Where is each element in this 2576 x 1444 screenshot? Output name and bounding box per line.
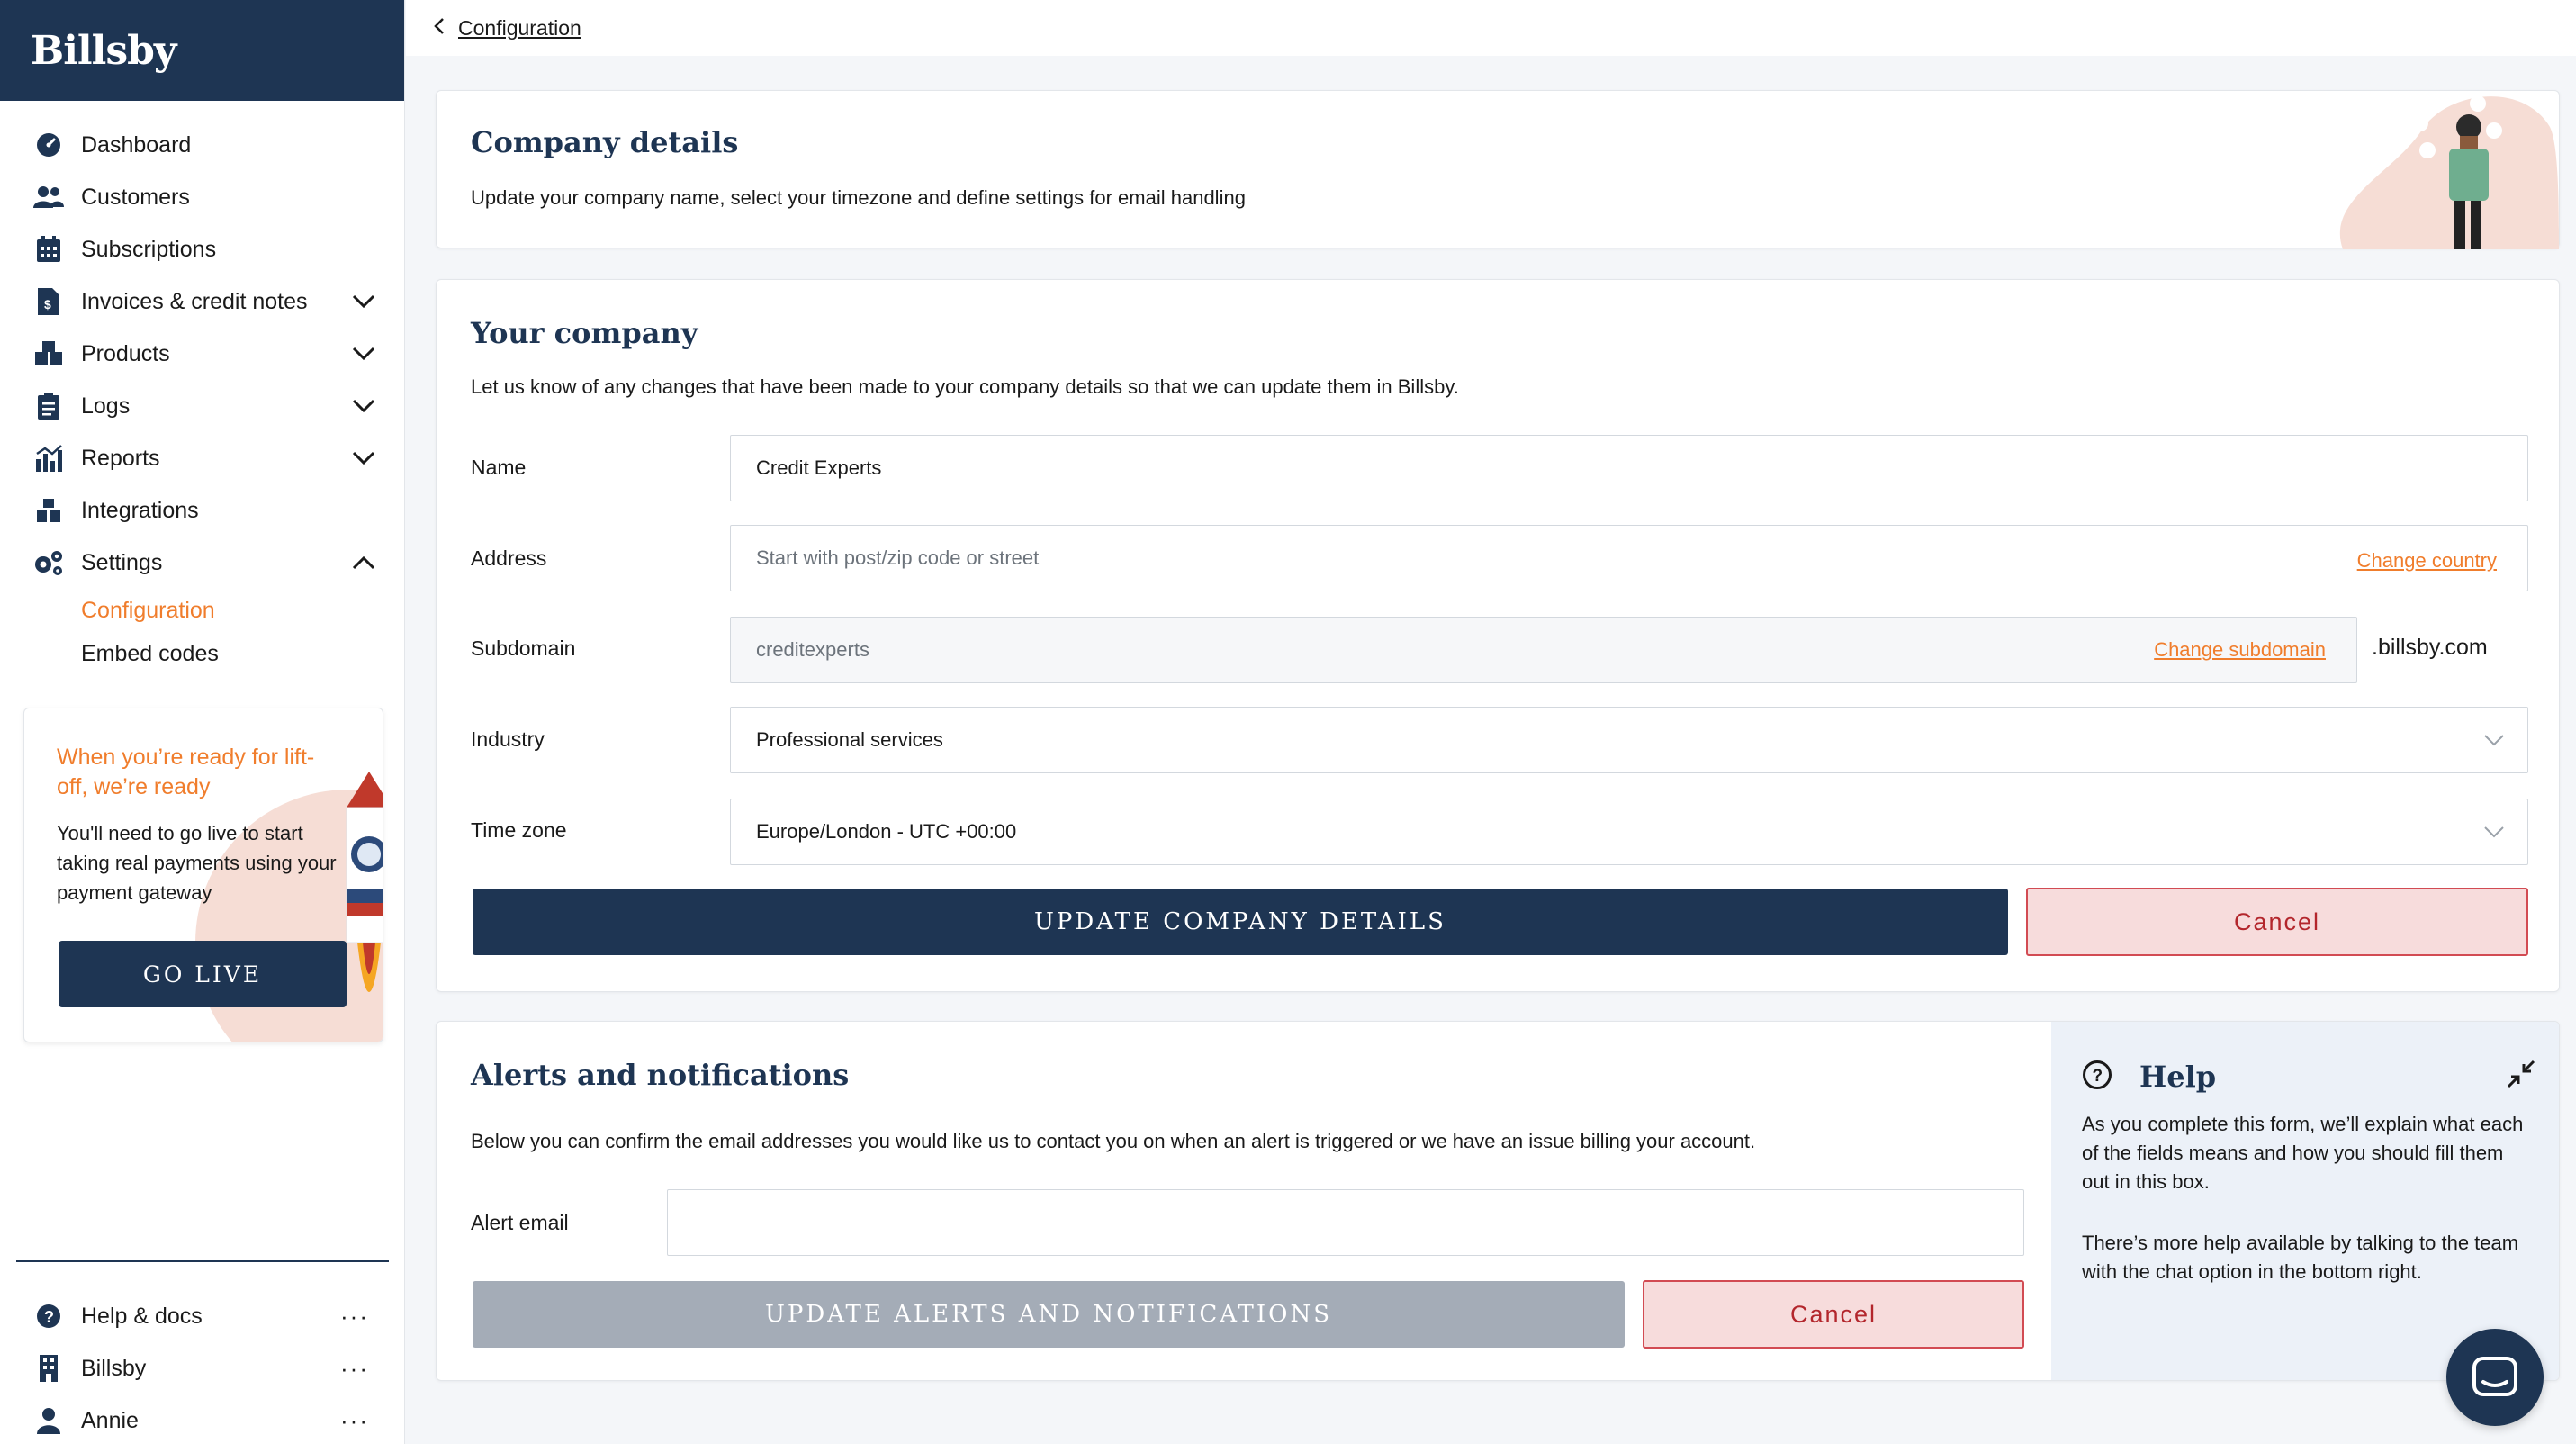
cancel-company-button[interactable]: Cancel xyxy=(2026,888,2528,956)
svg-text:$: $ xyxy=(44,297,51,311)
section-title: Your company xyxy=(471,316,698,350)
sidebar-item-label: Logs xyxy=(81,393,131,419)
cancel-alerts-button[interactable]: Cancel xyxy=(1643,1280,2024,1349)
calendar-icon xyxy=(32,233,65,266)
chat-launcher-button[interactable] xyxy=(2446,1329,2544,1426)
address-placeholder: Start with post/zip code or street xyxy=(756,546,1040,569)
alert-email-input[interactable] xyxy=(667,1189,2024,1256)
go-live-button[interactable]: GO LIVE xyxy=(59,941,347,1007)
topbar xyxy=(406,0,2576,56)
sidebar-item-label: Dashboard xyxy=(81,131,192,158)
sidebar-item-products[interactable] xyxy=(0,328,404,380)
section-subtitle: Let us know of any changes that have been made to your company details so that we can update them in Billsby. xyxy=(471,375,1459,398)
chevron-down-icon xyxy=(2481,727,2508,754)
sidebar-footer-user[interactable] xyxy=(0,1395,405,1444)
sidebar-item-label: Integrations xyxy=(81,497,199,523)
chevron-down-icon[interactable] xyxy=(350,288,377,315)
help-title: Help xyxy=(2139,1060,2217,1094)
breadcrumb-link[interactable]: Configuration xyxy=(458,15,581,40)
person-illustration xyxy=(2289,91,2559,249)
boxes-icon xyxy=(32,338,65,370)
sidebar-item-integrations[interactable] xyxy=(0,484,404,537)
timezone-label: Time zone xyxy=(471,818,567,842)
golive-card xyxy=(23,708,383,1042)
sidebar-item-subscriptions[interactable] xyxy=(0,223,404,275)
invoice-icon xyxy=(32,285,65,318)
dashboard-icon xyxy=(32,129,65,161)
chevron-down-icon[interactable] xyxy=(350,445,377,472)
svg-text:?: ? xyxy=(2092,1067,2103,1086)
sidebar-item-label: Customers xyxy=(81,184,190,210)
name-label: Name xyxy=(471,456,527,479)
change-subdomain-link[interactable]: Change subdomain xyxy=(2154,638,2326,661)
more-options-icon[interactable]: ··· xyxy=(340,1354,369,1382)
users-icon xyxy=(32,181,65,213)
sidebar-item-label: Invoices & credit notes xyxy=(81,288,308,314)
name-value: Credit Experts xyxy=(756,456,882,479)
section-title: Alerts and notifications xyxy=(471,1058,850,1092)
section-subtitle: Below you can confirm the email addresses you would like us to contact you on when an alert is triggered or we have an issue billing your account. xyxy=(471,1130,1756,1152)
question-circle-icon xyxy=(32,1300,65,1332)
chat-icon xyxy=(2471,1355,2519,1400)
subdomain-value: creditexperts xyxy=(756,638,869,661)
golive-text: You'll need to go live to start taking real payments using your payment gateway xyxy=(57,822,337,904)
question-circle-icon xyxy=(2082,1060,2114,1092)
help-text: As you complete this form, we’ll explain what each of the fields means and how you should fill them out in this box. xyxy=(2082,1113,2524,1193)
page-subtitle: Update your company name, select your timezone and define settings for email handling xyxy=(471,186,1246,209)
company-details-card xyxy=(436,90,2560,248)
industry-select[interactable] xyxy=(730,707,2528,773)
chevron-up-icon[interactable] xyxy=(350,549,377,576)
sidebar-footer-label: Help & docs xyxy=(81,1303,203,1329)
sidebar-footer-label: Billsby xyxy=(81,1355,147,1381)
chart-icon xyxy=(32,442,65,474)
sidebar-footer-help[interactable] xyxy=(0,1291,405,1341)
subdomain-label: Subdomain xyxy=(471,636,576,660)
svg-text:?: ? xyxy=(44,1308,54,1326)
sidebar-nav xyxy=(0,101,404,675)
building-icon xyxy=(32,1352,65,1385)
collapse-icon[interactable] xyxy=(2507,1060,2539,1092)
user-icon xyxy=(32,1404,65,1437)
gears-icon xyxy=(32,546,65,579)
sidebar-footer-billsby[interactable] xyxy=(0,1343,405,1394)
sidebar-item-label: Settings xyxy=(81,549,163,575)
chevron-left-icon xyxy=(433,16,446,41)
chevron-down-icon xyxy=(2481,818,2508,845)
golive-title: When you’re ready for lift-off, we’re ready xyxy=(57,745,315,799)
more-options-icon[interactable]: ··· xyxy=(340,1302,369,1330)
address-input[interactable] xyxy=(730,525,2528,591)
update-company-button[interactable]: UPDATE COMPANY DETAILS xyxy=(473,889,2008,955)
timezone-value: Europe/London - UTC +00:00 xyxy=(756,820,1017,843)
timezone-select[interactable] xyxy=(730,799,2528,865)
clipboard-icon xyxy=(32,390,65,422)
brand-header xyxy=(0,0,404,101)
page-title: Company details xyxy=(471,125,739,159)
industry-value: Professional services xyxy=(756,728,943,751)
alert-email-label: Alert email xyxy=(471,1211,569,1234)
sidebar-item-settings[interactable] xyxy=(0,537,404,589)
subdomain-suffix: .billsby.com xyxy=(2372,635,2488,660)
sidebar-item-invoices[interactable] xyxy=(0,275,404,328)
sidebar-item-customers[interactable] xyxy=(0,171,404,223)
sidebar-item-dashboard[interactable] xyxy=(0,119,404,171)
puzzle-icon xyxy=(32,494,65,527)
sidebar-subitem-configuration[interactable]: Configuration xyxy=(81,597,215,623)
chevron-down-icon[interactable] xyxy=(350,340,377,367)
industry-label: Industry xyxy=(471,727,545,751)
sidebar-item-logs[interactable] xyxy=(0,380,404,432)
change-country-link[interactable]: Change country xyxy=(2356,549,2497,572)
sidebar-footer-label: Annie xyxy=(81,1407,139,1433)
sidebar xyxy=(0,0,405,1444)
sidebar-subitem-embed-codes[interactable]: Embed codes xyxy=(81,640,219,666)
breadcrumb[interactable] xyxy=(433,16,581,41)
help-panel xyxy=(2051,1022,2560,1380)
address-label: Address xyxy=(471,546,547,570)
sidebar-divider xyxy=(16,1260,389,1262)
name-input[interactable] xyxy=(730,435,2528,501)
sidebar-item-label: Reports xyxy=(81,445,160,471)
update-alerts-button[interactable]: UPDATE ALERTS AND NOTIFICATIONS xyxy=(473,1281,1625,1348)
chevron-down-icon[interactable] xyxy=(350,393,377,420)
brand-logo[interactable]: Billsby xyxy=(31,27,176,74)
subdomain-input[interactable] xyxy=(730,617,2357,683)
help-text-more: There’s more help available by talking to the team with the chat option in the bottom right. xyxy=(2082,1232,2519,1283)
alerts-card xyxy=(436,1021,2560,1381)
sidebar-item-label: Subscriptions xyxy=(81,236,217,262)
sidebar-item-label: Products xyxy=(81,340,170,366)
sidebar-item-reports[interactable] xyxy=(0,432,404,484)
more-options-icon[interactable]: ··· xyxy=(340,1406,369,1434)
your-company-card xyxy=(436,279,2560,992)
